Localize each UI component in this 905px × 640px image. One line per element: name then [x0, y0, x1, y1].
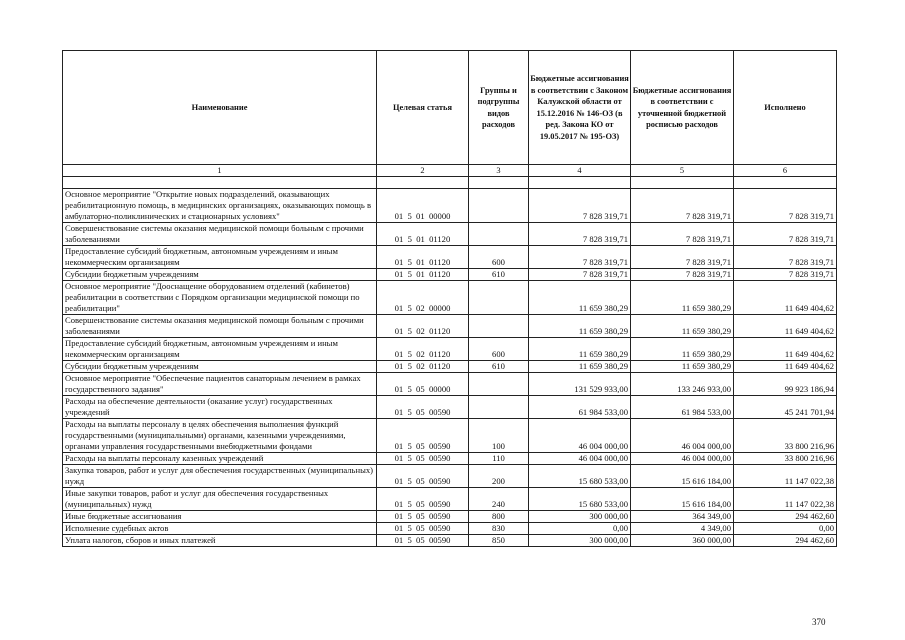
table-row — [63, 246, 837, 269]
row-target-article: 01 5 05 00590 — [377, 523, 469, 535]
column-number: 1 — [63, 165, 377, 177]
row-name: Основное мероприятие "Дооснащение оборудованием отделений (кабинетов) реабилитации в соответствии с Порядком организации медицинской помощи по реабилитации" — [63, 281, 377, 315]
row-budget-revised: 11 659 380,29 — [631, 281, 734, 315]
row-budget-revised: 15 616 184,00 — [631, 465, 734, 488]
row-budget-law: 7 828 319,71 — [529, 189, 631, 223]
row-target-article: 01 5 05 00590 — [377, 396, 469, 419]
row-budget-law: 0,00 — [529, 523, 631, 535]
table-row — [63, 361, 837, 373]
row-budget-revised: 46 004 000,00 — [631, 419, 734, 453]
row-executed: 33 800 216,96 — [734, 419, 837, 453]
row-executed: 99 923 186,94 — [734, 373, 837, 396]
row-executed: 0,00 — [734, 523, 837, 535]
row-target-article: 01 5 01 01120 — [377, 269, 469, 281]
column-number: 6 — [734, 165, 837, 177]
row-name: Субсидии бюджетным учреждениям — [63, 269, 377, 281]
row-executed: 294 462,60 — [734, 535, 837, 547]
row-budget-revised: 46 004 000,00 — [631, 453, 734, 465]
row-target-article: 01 5 05 00590 — [377, 453, 469, 465]
header-name: Наименование — [63, 51, 377, 165]
table-row — [63, 315, 837, 338]
row-executed: 7 828 319,71 — [734, 269, 837, 281]
row-target-article: 01 5 05 00590 — [377, 488, 469, 511]
table-row — [63, 189, 837, 223]
column-number: 4 — [529, 165, 631, 177]
row-target-article: 01 5 02 01120 — [377, 315, 469, 338]
table-row — [63, 281, 837, 315]
row-name: Иные закупки товаров, работ и услуг для обеспечения государственных (муниципальных) нужд — [63, 488, 377, 511]
row-target-article: 01 5 01 00000 — [377, 189, 469, 223]
row-expense-group: 240 — [469, 488, 529, 511]
row-budget-revised: 61 984 533,00 — [631, 396, 734, 419]
row-name: Иные бюджетные ассигнования — [63, 511, 377, 523]
header-expense-groups: Группы и подгруппы видов расходов — [469, 51, 529, 165]
row-name: Совершенствование системы оказания медицинской помощи больным с прочими заболеваниями — [63, 223, 377, 246]
row-target-article: 01 5 01 01120 — [377, 223, 469, 246]
row-expense-group: 100 — [469, 419, 529, 453]
table-row — [63, 488, 837, 511]
row-name: Предоставление субсидий бюджетным, автономным учреждениям и иным некоммерческим организациям — [63, 338, 377, 361]
row-executed: 11 147 022,38 — [734, 488, 837, 511]
row-target-article: 01 5 01 01120 — [377, 246, 469, 269]
row-name: Расходы на выплаты персоналу казенных учреждений — [63, 453, 377, 465]
header-budget-revised: Бюджетные ассигнования в соответствии с уточненной бюджетной росписью расходов — [631, 51, 734, 165]
row-expense-group — [469, 189, 529, 223]
budget-table — [62, 50, 837, 547]
row-expense-group — [469, 396, 529, 419]
row-target-article: 01 5 02 00000 — [377, 281, 469, 315]
row-target-article: 01 5 05 00590 — [377, 511, 469, 523]
row-budget-revised: 7 828 319,71 — [631, 223, 734, 246]
row-target-article: 01 5 05 00590 — [377, 419, 469, 453]
row-budget-law: 11 659 380,29 — [529, 361, 631, 373]
row-name: Предоставление субсидий бюджетным, автономным учреждениям и иным некоммерческим организациям — [63, 246, 377, 269]
row-target-article: 01 5 05 00590 — [377, 465, 469, 488]
row-name: Исполнение судебных актов — [63, 523, 377, 535]
table-row — [63, 373, 837, 396]
row-executed: 45 241 701,94 — [734, 396, 837, 419]
row-expense-group — [469, 315, 529, 338]
row-budget-law: 11 659 380,29 — [529, 315, 631, 338]
row-budget-law: 7 828 319,71 — [529, 223, 631, 246]
table-row — [63, 223, 837, 246]
row-budget-revised: 11 659 380,29 — [631, 338, 734, 361]
header-row — [63, 51, 837, 165]
row-name: Закупка товаров, работ и услуг для обеспечения государственных (муниципальных) нужд — [63, 465, 377, 488]
table-row — [63, 511, 837, 523]
row-budget-law: 300 000,00 — [529, 511, 631, 523]
page-number: 370 — [812, 617, 826, 627]
row-budget-revised: 15 616 184,00 — [631, 488, 734, 511]
row-budget-law: 61 984 533,00 — [529, 396, 631, 419]
row-executed: 7 828 319,71 — [734, 223, 837, 246]
row-name: Расходы на выплаты персоналу в целях обеспечения выполнения функций государственными (муниципальными) органами, казенными учреждениями, органами управления государственными внебюджетными фондами — [63, 419, 377, 453]
row-expense-group: 830 — [469, 523, 529, 535]
row-budget-revised: 133 246 933,00 — [631, 373, 734, 396]
table-row — [63, 465, 837, 488]
row-target-article: 01 5 05 00590 — [377, 535, 469, 547]
header-budget-law: Бюджетные ассигнования в соответствии с Законом Калужской области от 15.12.2016 № 146-ОЗ (в ред. Закона КО от 19.05.2017 № 195-ОЗ) — [529, 51, 631, 165]
table-row — [63, 535, 837, 547]
row-budget-law: 15 680 533,00 — [529, 465, 631, 488]
row-budget-revised: 11 659 380,29 — [631, 315, 734, 338]
table-body — [63, 189, 837, 547]
row-budget-law: 7 828 319,71 — [529, 246, 631, 269]
spacer-row — [63, 177, 837, 189]
row-executed: 7 828 319,71 — [734, 246, 837, 269]
row-expense-group: 600 — [469, 246, 529, 269]
row-expense-group — [469, 223, 529, 246]
row-executed: 33 800 216,96 — [734, 453, 837, 465]
row-name: Основное мероприятие "Открытие новых подразделений, оказывающих реабилитационную помощь, в медицинских организациях, оказывающих помощь в амбулаторно-поликлинических и стационарных условиях" — [63, 189, 377, 223]
row-executed: 11 147 022,38 — [734, 465, 837, 488]
row-expense-group: 850 — [469, 535, 529, 547]
row-budget-law: 11 659 380,29 — [529, 281, 631, 315]
row-budget-law: 11 659 380,29 — [529, 338, 631, 361]
row-budget-revised: 360 000,00 — [631, 535, 734, 547]
row-budget-revised: 4 349,00 — [631, 523, 734, 535]
row-budget-law: 15 680 533,00 — [529, 488, 631, 511]
table-row — [63, 453, 837, 465]
row-budget-law: 7 828 319,71 — [529, 269, 631, 281]
row-name: Уплата налогов, сборов и иных платежей — [63, 535, 377, 547]
header-target-article: Целевая статья — [377, 51, 469, 165]
row-expense-group: 110 — [469, 453, 529, 465]
row-budget-revised: 7 828 319,71 — [631, 269, 734, 281]
row-target-article: 01 5 02 01120 — [377, 361, 469, 373]
row-executed: 294 462,60 — [734, 511, 837, 523]
row-expense-group — [469, 281, 529, 315]
row-executed: 11 649 404,62 — [734, 315, 837, 338]
row-executed: 11 649 404,62 — [734, 338, 837, 361]
row-name: Основное мероприятие "Обеспечение пациентов санаторным лечением в рамках государственного задания" — [63, 373, 377, 396]
row-expense-group: 600 — [469, 338, 529, 361]
row-budget-revised: 364 349,00 — [631, 511, 734, 523]
table-row — [63, 396, 837, 419]
row-budget-law: 300 000,00 — [529, 535, 631, 547]
row-executed: 11 649 404,62 — [734, 361, 837, 373]
row-expense-group — [469, 373, 529, 396]
row-budget-revised: 11 659 380,29 — [631, 361, 734, 373]
row-name: Совершенствование системы оказания медицинской помощи больным с прочими заболеваниями — [63, 315, 377, 338]
row-target-article: 01 5 02 01120 — [377, 338, 469, 361]
column-number: 2 — [377, 165, 469, 177]
column-number: 5 — [631, 165, 734, 177]
row-budget-law: 131 529 933,00 — [529, 373, 631, 396]
row-expense-group: 800 — [469, 511, 529, 523]
row-executed: 7 828 319,71 — [734, 189, 837, 223]
row-expense-group: 610 — [469, 361, 529, 373]
row-budget-law: 46 004 000,00 — [529, 419, 631, 453]
row-budget-revised: 7 828 319,71 — [631, 189, 734, 223]
row-executed: 11 649 404,62 — [734, 281, 837, 315]
row-name: Субсидии бюджетным учреждениям — [63, 361, 377, 373]
row-budget-revised: 7 828 319,71 — [631, 246, 734, 269]
column-number-row — [63, 165, 837, 177]
row-expense-group: 610 — [469, 269, 529, 281]
row-budget-law: 46 004 000,00 — [529, 453, 631, 465]
row-name: Расходы на обеспечение деятельности (оказание услуг) государственных учреждений — [63, 396, 377, 419]
table-row — [63, 523, 837, 535]
table-row — [63, 269, 837, 281]
table-row — [63, 338, 837, 361]
table-row — [63, 419, 837, 453]
column-number: 3 — [469, 165, 529, 177]
header-executed: Исполнено — [734, 51, 837, 165]
row-target-article: 01 5 05 00000 — [377, 373, 469, 396]
row-expense-group: 200 — [469, 465, 529, 488]
